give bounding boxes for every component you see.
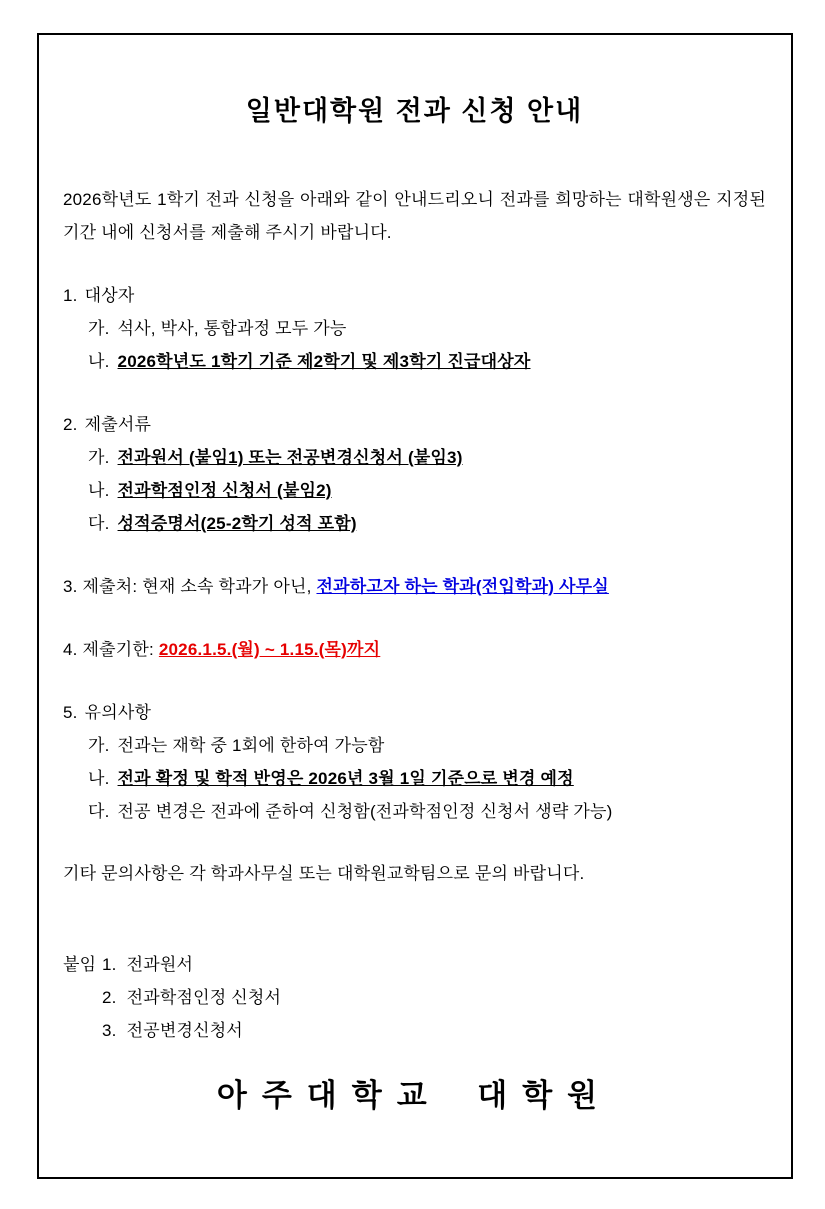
section-heading <box>63 408 766 441</box>
item-label: 가. <box>88 736 110 755</box>
section-title: 제출서류 <box>84 415 152 434</box>
item-text: 석사, 박사, 통합과정 모두 가능 <box>117 319 347 338</box>
section-heading <box>63 279 766 312</box>
item-text-emphasized: 전과 확정 및 학적 반영은 2026년 3월 1일 기준으로 변경 예정 <box>117 769 574 788</box>
section-number: 1. <box>63 286 78 305</box>
attachment-list <box>63 948 766 1047</box>
item-text-emphasized: 성적증명서(25-2학기 성적 포함) <box>117 514 357 533</box>
attachment-number: 2. <box>102 988 117 1007</box>
list-item <box>63 729 766 762</box>
attachment-text: 전과학점인정 신청서 <box>126 988 282 1007</box>
issuing-institution: 아주대학교 대학원 <box>216 1078 613 1113</box>
item-label: 나. <box>88 352 110 371</box>
item-label: 나. <box>88 481 110 500</box>
item-label: 다. <box>88 802 110 821</box>
section-submission-office <box>63 570 766 603</box>
attachment-number: 3. <box>102 1021 117 1040</box>
list-item <box>63 345 766 378</box>
item-text-emphasized: 전과학점인정 신청서 (붙임2) <box>117 481 332 500</box>
attachment-row <box>63 948 766 981</box>
document-border-frame <box>37 33 793 1179</box>
item-label: 가. <box>88 319 110 338</box>
item-text: 전과는 재학 중 1회에 한하여 가능함 <box>117 736 385 755</box>
attachment-label: 붙임 <box>63 955 97 974</box>
section-required-documents <box>63 408 766 540</box>
attachment-row <box>63 981 766 1014</box>
attachment-row <box>63 1014 766 1047</box>
section-title: 제출처: 현재 소속 학과가 아닌, <box>82 577 312 596</box>
item-label: 다. <box>88 514 110 533</box>
item-label: 가. <box>88 448 110 467</box>
section-number: 5. <box>63 703 78 722</box>
section-heading <box>63 696 766 729</box>
section-applicants <box>63 279 766 378</box>
section-number: 2. <box>63 415 78 434</box>
intro-paragraph: 2026학년도 1학기 전과 신청을 아래와 같이 안내드리오니 전과를 희망하는 대학원생은 지정된 기간 내에 신청서를 제출해 주시기 바랍니다. <box>63 190 766 242</box>
section-deadline <box>63 633 766 666</box>
section-number: 3. <box>63 577 78 596</box>
attachment-text: 전공변경신청서 <box>126 1021 243 1040</box>
list-item <box>63 762 766 795</box>
section-title: 유의사항 <box>84 703 152 722</box>
item-text-emphasized: 2026학년도 1학기 기준 제2학기 및 제3학기 진급대상자 <box>117 352 531 371</box>
item-text: 전공 변경은 전과에 준하여 신청함(전과학점인정 신청서 생략 가능) <box>117 802 613 821</box>
attachment-text: 전과원서 <box>126 955 194 974</box>
list-item <box>63 474 766 507</box>
document-content <box>39 95 791 1112</box>
list-item <box>63 795 766 828</box>
attachment-number: 1. <box>102 955 117 974</box>
section-notes <box>63 696 766 828</box>
contact-note: 기타 문의사항은 각 학과사무실 또는 대학원교학팀으로 문의 바랍니다. <box>63 864 585 883</box>
section-title: 제출기한: <box>82 640 154 659</box>
deadline-highlight: 2026.1.5.(월) ~ 1.15.(목)까지 <box>158 640 381 659</box>
list-item <box>63 312 766 345</box>
submission-office-highlight: 전과하고자 하는 학과(전입학과) 사무실 <box>316 577 609 596</box>
page-title: 일반대학원 전과 신청 안내 <box>245 96 584 126</box>
list-item <box>63 441 766 474</box>
section-title: 대상자 <box>84 286 135 305</box>
item-text-emphasized: 전과원서 (붙임1) 또는 전공변경신청서 (붙임3) <box>117 448 463 467</box>
section-number: 4. <box>63 640 78 659</box>
list-item <box>63 507 766 540</box>
item-label: 나. <box>88 769 110 788</box>
